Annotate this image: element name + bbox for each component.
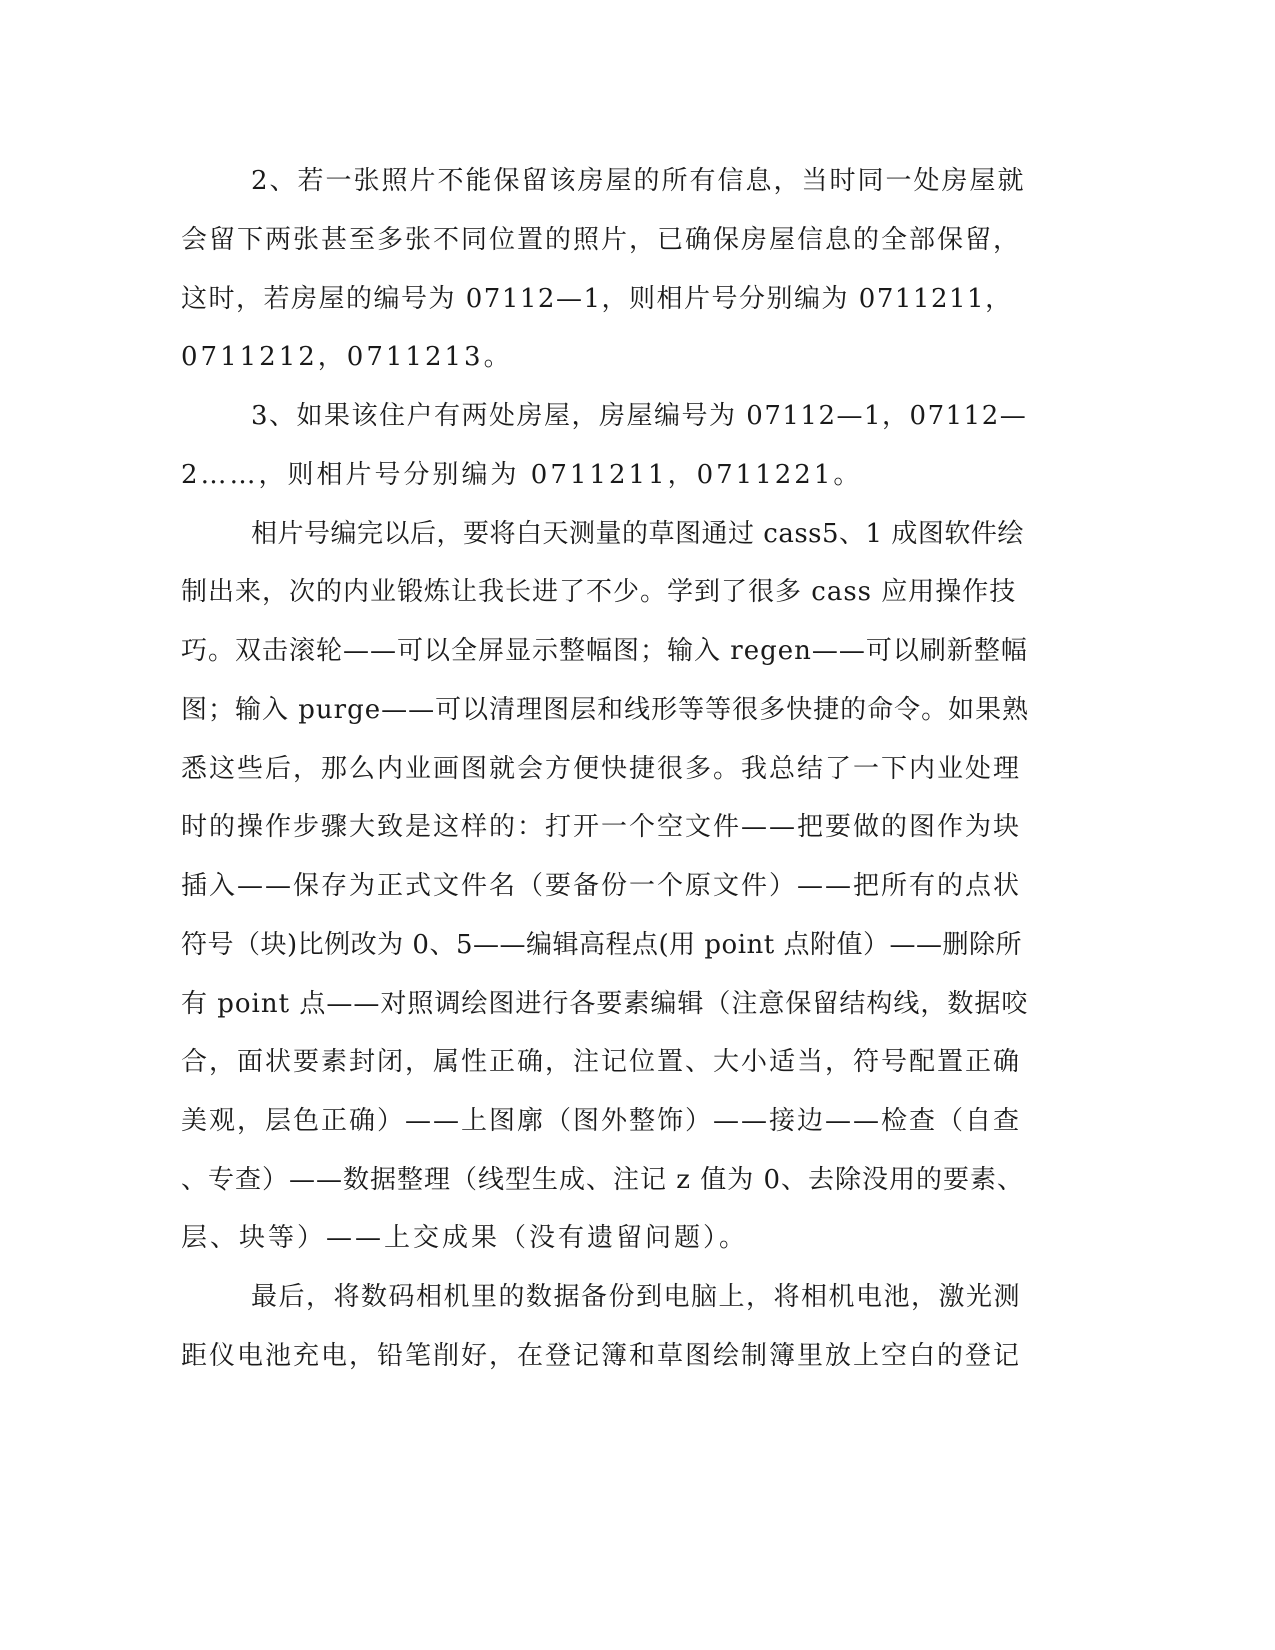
text-line: 2、若一张照片不能保留该房屋的所有信息，当时同一处房屋就 bbox=[251, 166, 1026, 196]
text-line: 0711212，0711213。 bbox=[181, 342, 513, 372]
text-line: 2……，则相片号分别编为 0711211，0711221。 bbox=[181, 460, 863, 490]
text-line: 距仪电池充电，铅笔削好，在登记簿和草图绘制簿里放上空白的登记 bbox=[181, 1341, 1022, 1371]
text-line: 巧。双击滚轮——可以全屏显示整幅图；输入 regen——可以刷新整幅 bbox=[181, 636, 1028, 666]
text-line: 会留下两张甚至多张不同位置的照片，已确保房屋信息的全部保留， bbox=[181, 225, 1022, 255]
text-line: 合，面状要素封闭，属性正确，注记位置、大小适当，符号配置正确 bbox=[181, 1047, 1022, 1077]
text-line: 这时，若房屋的编号为 07112—1，则相片号分别编为 0711211， bbox=[181, 284, 1013, 314]
text-line: 图；输入 purge——可以清理图层和线形等等很多快捷的命令。如果熟 bbox=[181, 695, 1030, 725]
text-line: 制出来，次的内业锻炼让我长进了不少。学到了很多 cass 应用操作技 bbox=[181, 577, 1017, 607]
text-line: 层、块等）——上交成果（没有遗留问题）。 bbox=[181, 1223, 749, 1253]
text-line: 符号（块)比例改为 0、5——编辑高程点(用 point 点附值）——删除所 bbox=[181, 930, 1022, 960]
text-line: 最后，将数码相机里的数据备份到电脑上，将相机电池，激光测 bbox=[251, 1282, 1022, 1312]
text-line: 、专查）——数据整理（线型生成、注记 z 值为 0、去除没用的要素、 bbox=[181, 1165, 1025, 1195]
text-line: 有 point 点——对照调绘图进行各要素编辑（注意保留结构线，数据咬 bbox=[181, 989, 1029, 1019]
text-line: 相片号编完以后，要将白天测量的草图通过 cass5、1 成图软件绘 bbox=[251, 519, 1024, 549]
text-line: 悉这些后，那么内业画图就会方便快捷很多。我总结了一下内业处理 bbox=[181, 754, 1022, 784]
text-line: 插入——保存为正式文件名（要备份一个原文件）——把所有的点状 bbox=[181, 871, 1022, 901]
text-line: 美观，层色正确）——上图廓（图外整饰）——接边——检查（自查 bbox=[181, 1106, 1022, 1136]
text-line: 时的操作步骤大致是这样的：打开一个空文件——把要做的图作为块 bbox=[181, 812, 1022, 842]
text-line: 3、如果该住户有两处房屋，房屋编号为 07112—1，07112— bbox=[251, 401, 1028, 431]
